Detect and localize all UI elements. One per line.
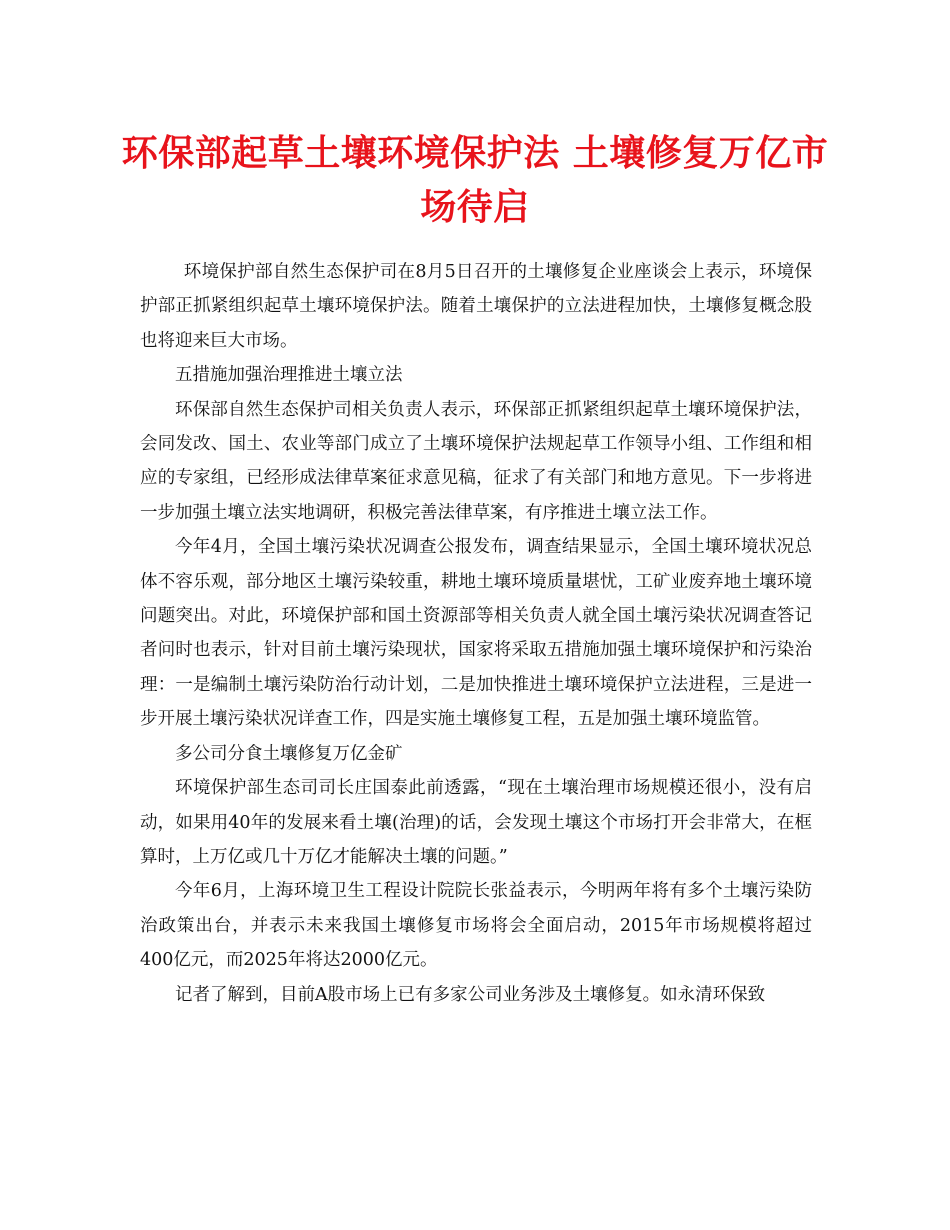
section-heading-market: 多公司分食土壤修复万亿金矿: [175, 743, 403, 764]
paragraph-legislation: 环保部自然生态保护司相关负责人表示，环保部正抓紧组织起草土壤环境保护法，会同发改、国土、农业等部门成立了土壤环境保护法规起草工作领导小组、工作组和相应的专家组，已经形成法律草案征求意见稿，征求了有关部门和地方意见。下一步将进一步加强土壤立法实地调研，积极完善法律草案，有序推进土壤立法工作。: [140, 399, 812, 523]
paragraph-survey: 今年4月，全国土壤污染状况调查公报发布，调查结果显示，全国土壤环境状况总体不容乐观，部分地区土壤污染较重，耕地土壤环境质量堪忧，工矿业废弃地土壤环境问题突出。对此，环境保护部和国土资源部等相关负责人就全国土壤污染状况调查答记者问时也表示，针对目前土壤污染现状，国家将采取五措施加强土壤环境保护和污染治理：一是编制土壤污染防治行动计划，二是加快推进土壤环境保护立法进程，三是进一步开展土壤污染状况详查工作，四是实施土壤修复工程，五是加强土壤环境监管。: [140, 537, 812, 730]
section-heading-legislation: 五措施加强治理推进土壤立法: [175, 365, 403, 386]
paragraph-market-forecast: 今年6月，上海环境卫生工程设计院院长张益表示，今明两年将有多个土壤污染防治政策出台，并表示未来我国土壤修复市场将会全面启动，2015年市场规模将超过400亿元，而2025年将达2000亿元。: [140, 881, 812, 971]
document-title: 环保部起草土壤环境保护法 土壤修复万亿市场待启: [121, 132, 829, 228]
document-body: [140, 255, 812, 1012]
paragraph-market-quote: 环境保护部生态司司长庄国泰此前透露，“现在土壤治理市场规模还很小，没有启动，如果用40年的发展来看土壤(治理)的话，会发现土壤这个市场打开会非常大，在框算时，上万亿或几十万亿才能解决土壤的问题。”: [140, 778, 812, 867]
paragraph-intro: 环境保护部自然生态保护司在8月5日召开的土壤修复企业座谈会上表示，环境保护部正抓紧组织起草土壤环境保护法。随着土壤保护的立法进程加快，土壤修复概念股也将迎来巨大市场。: [140, 262, 812, 351]
paragraph-companies: 记者了解到，目前A股市场上已有多家公司业务涉及土壤修复。如永清环保致: [175, 984, 766, 1005]
